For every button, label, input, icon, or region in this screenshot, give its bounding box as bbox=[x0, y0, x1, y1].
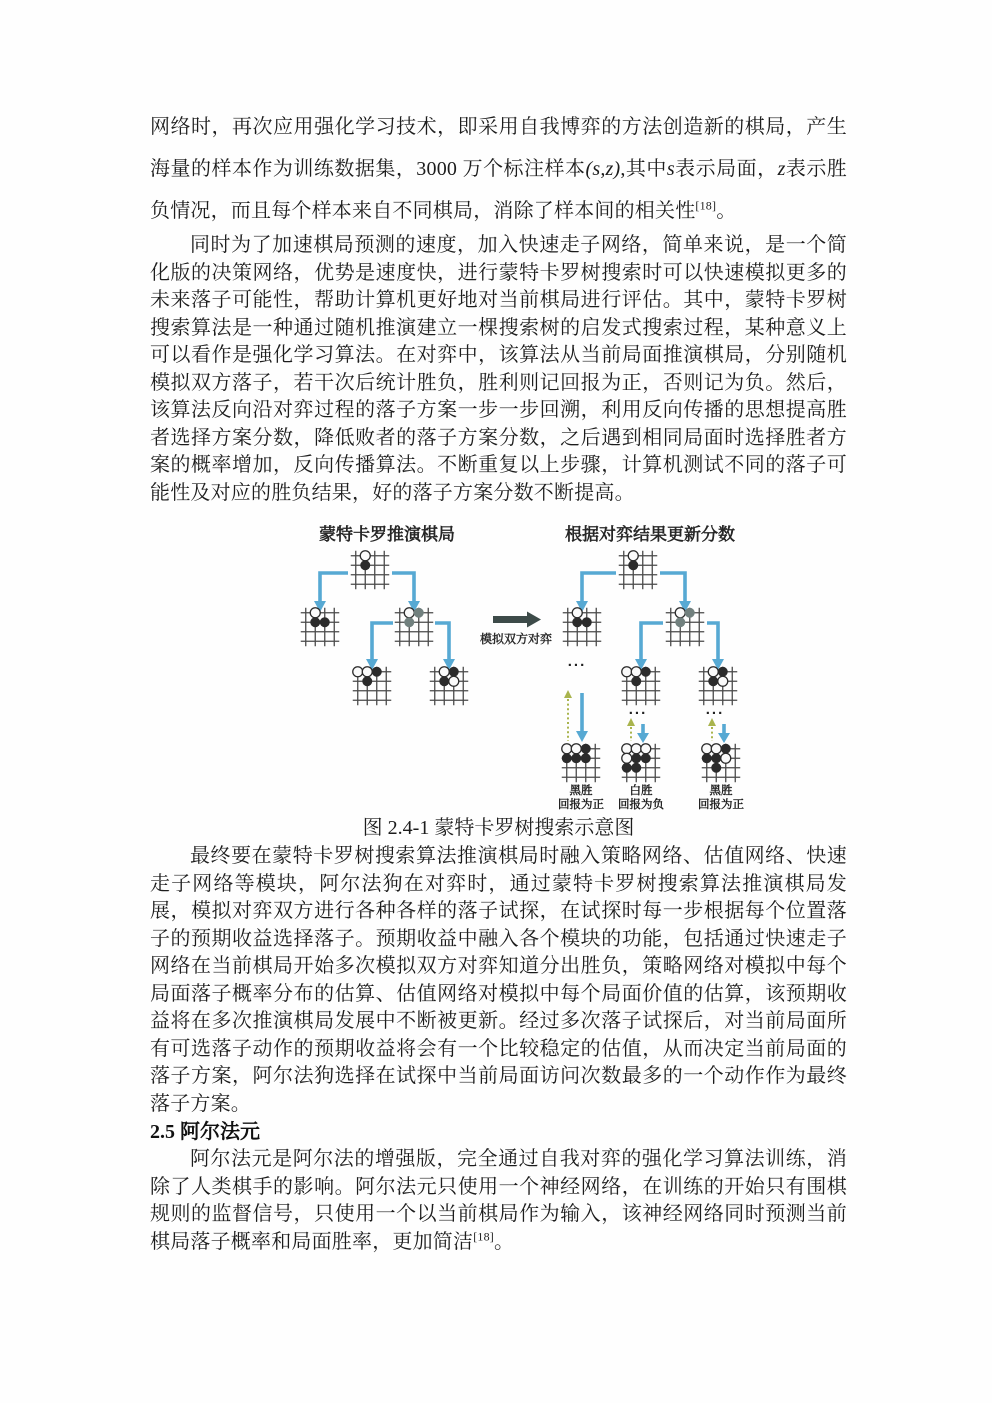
right-tree-arrows bbox=[576, 573, 724, 670]
section-heading-2-5: 2.5 阿尔法元 bbox=[150, 1121, 260, 1143]
text-column bbox=[150, 106, 847, 1256]
p1-math-sz: (s,z) bbox=[585, 158, 621, 180]
white-stone-icon bbox=[702, 744, 712, 754]
go-board-final-1 bbox=[562, 744, 601, 783]
white-stone-icon bbox=[721, 753, 731, 763]
white-stone-icon bbox=[362, 667, 372, 677]
black-stone-icon bbox=[571, 753, 581, 763]
p1-seg4: 表示胜负情况，而且每个样本来自不同棋局，消除了样本间的相关性 bbox=[150, 158, 848, 222]
black-stone-icon bbox=[562, 753, 572, 763]
black-stone-icon bbox=[721, 744, 731, 754]
go-board-left-child-left bbox=[301, 608, 340, 647]
outcome-reward: 回报为正 bbox=[558, 799, 604, 811]
white-stone-icon bbox=[439, 667, 449, 677]
black-stone-icon bbox=[310, 617, 320, 627]
white-stone-icon bbox=[622, 744, 632, 754]
mcts-figure-svg bbox=[260, 513, 760, 811]
tree-arrow bbox=[582, 573, 616, 602]
go-board-right-leaf-2 bbox=[699, 667, 738, 706]
p1-seg3: 表示局面， bbox=[674, 158, 778, 180]
paragraph-1 bbox=[150, 106, 847, 232]
black-stone-icon bbox=[711, 753, 721, 763]
white-stone-icon bbox=[404, 608, 414, 618]
arrowhead-down-icon bbox=[718, 733, 730, 743]
black-stone-icon bbox=[641, 753, 651, 763]
tree-arrow bbox=[707, 623, 718, 660]
go-board-final-2 bbox=[622, 744, 661, 783]
black-stone-icon bbox=[718, 667, 728, 677]
outcome-result: 黑胜 bbox=[569, 785, 593, 797]
white-stone-icon bbox=[562, 744, 572, 754]
black-stone-icon bbox=[581, 744, 591, 754]
arrowhead-down-icon bbox=[576, 731, 588, 742]
black-stone-icon bbox=[631, 753, 641, 763]
white-stone-icon bbox=[353, 667, 363, 677]
white-stone-icon bbox=[622, 753, 632, 763]
go-board-left-root bbox=[351, 551, 390, 590]
paragraph-2: 同时为了加速棋局预测的速度，加入快速走子网络，简单来说，是一个简化版的决策网络，优势是速度快，进行蒙特卡罗树搜索时可以快速模拟更多的未来落子可能性，帮助计算机更好地对当前棋局进行评估。其中，蒙特卡罗树搜索算法是一种通过随机推演建立一棵搜索树的启发式搜索过程，某种意义上可以看作是强化学习算法。在对弈中，该算法从当前局面推演棋局，分别随机模拟双方落子，若干次后统计胜负，胜利则记回报为正，否则记为负。然后，该算法反向沿对弈过程的落子方案一步一步回溯，利用反向传播的思想提高胜者选择方案分数，降低败者的落子方案分数，之后遇到相同局面时选择胜者方案的概率增加，反向传播算法。不断重复以上步骤，计算机测试不同的落子可能性及对应的胜负结果，好的落子方案分数不断提高。 bbox=[150, 234, 847, 504]
figure-right-title: 根据对弈结果更新分数 bbox=[565, 525, 735, 544]
outcome-labels bbox=[558, 783, 744, 811]
black-stone-icon bbox=[711, 763, 721, 773]
tree-arrow bbox=[320, 573, 348, 602]
boards-layer bbox=[301, 551, 741, 783]
black-stone-icon bbox=[631, 763, 641, 773]
arrowhead-down-icon bbox=[637, 733, 649, 743]
white-stone-icon bbox=[310, 608, 320, 618]
tree-arrow bbox=[372, 623, 393, 660]
gray-stone-icon bbox=[404, 617, 414, 627]
right-arrow-icon bbox=[493, 612, 541, 628]
simulate-label: 模拟双方对弈 bbox=[479, 632, 553, 646]
white-stone-icon bbox=[360, 551, 370, 561]
p1-tail: 。 bbox=[716, 200, 737, 222]
arrowhead-up-icon bbox=[564, 690, 572, 698]
go-board-right-child-right bbox=[666, 608, 705, 647]
black-stone-icon bbox=[360, 560, 370, 570]
p1-seg1: 网络时，再次应用强化学习技术，即采用自我博弈的方法创造新的棋局，产生海量的样本作为训练数据集，3000 万个标注样本 bbox=[150, 116, 847, 180]
go-board-left-child-right bbox=[395, 608, 434, 647]
tree-arrow bbox=[392, 573, 414, 602]
black-stone-icon bbox=[362, 676, 372, 686]
outcome-reward: 回报为负 bbox=[618, 799, 664, 811]
black-stone-icon bbox=[628, 560, 638, 570]
tree-arrow bbox=[641, 623, 663, 660]
go-board-right-leaf-1 bbox=[622, 667, 661, 706]
white-stone-icon bbox=[708, 667, 718, 677]
p1-seg2: ,其中 bbox=[620, 158, 667, 180]
black-stone-icon bbox=[581, 753, 591, 763]
p4-text: 阿尔法元是阿尔法的增强版，完全通过自我对弈的强化学习算法训练，消除了人类棋手的影响。阿尔法元只使用一个神经网络，在训练的开始只有围棋规则的监督信号，只使用一个以当前棋局作为输入，该神经网络同时预测当前棋局落子概率和局面胜率，更加简洁 bbox=[150, 1148, 847, 1253]
ellipsis: ... bbox=[567, 653, 587, 670]
tree-arrow bbox=[435, 623, 449, 660]
white-stone-icon bbox=[449, 676, 459, 686]
go-board-right-root bbox=[619, 551, 658, 590]
outcome-result: 白胜 bbox=[629, 785, 653, 797]
black-stone-icon bbox=[631, 676, 641, 686]
white-stone-icon bbox=[631, 667, 641, 677]
p4-tail: 。 bbox=[494, 1230, 515, 1253]
black-stone-icon bbox=[572, 617, 582, 627]
arrowhead-up-icon bbox=[708, 718, 716, 726]
black-stone-icon bbox=[582, 617, 592, 627]
black-stone-icon bbox=[702, 753, 712, 763]
go-board-final-3 bbox=[702, 744, 741, 783]
ellipsis: ... bbox=[628, 701, 648, 718]
go-board-right-child-left bbox=[563, 608, 602, 647]
paragraph-4 bbox=[150, 1146, 847, 1256]
black-stone-icon bbox=[449, 667, 459, 677]
gray-stone-icon bbox=[414, 608, 424, 618]
white-stone-icon bbox=[571, 744, 581, 754]
white-stone-icon bbox=[718, 676, 728, 686]
ellipsis: ... bbox=[705, 701, 725, 718]
citation-ref-18: [18] bbox=[695, 198, 717, 213]
arrowhead-up-icon bbox=[627, 718, 635, 726]
go-board-left-leaf-2 bbox=[430, 667, 469, 706]
white-stone-icon bbox=[622, 667, 632, 677]
go-board-left-leaf-1 bbox=[353, 667, 392, 706]
citation-ref-18: [18] bbox=[473, 1228, 494, 1243]
white-stone-icon bbox=[675, 608, 685, 618]
black-stone-icon bbox=[320, 617, 330, 627]
p1-math-z: z bbox=[777, 158, 786, 180]
white-stone-icon bbox=[711, 744, 721, 754]
gray-stone-icon bbox=[675, 617, 685, 627]
black-stone-icon bbox=[439, 676, 449, 686]
white-stone-icon bbox=[641, 744, 651, 754]
white-stone-icon bbox=[572, 608, 582, 618]
black-stone-icon bbox=[708, 676, 718, 686]
figure-caption: 图 2.4-1 蒙特卡罗树搜索示意图 bbox=[362, 817, 635, 839]
white-stone-icon bbox=[628, 551, 638, 561]
outcome-reward: 回报为正 bbox=[698, 799, 744, 811]
tree-arrow bbox=[660, 573, 685, 602]
outcome-result: 黑胜 bbox=[709, 785, 733, 797]
figure-left-title: 蒙特卡罗推演棋局 bbox=[319, 525, 455, 544]
gray-stone-icon bbox=[685, 608, 695, 618]
simulate-arrow-group bbox=[480, 612, 552, 647]
black-stone-icon bbox=[622, 763, 632, 773]
figure-mcts bbox=[260, 513, 760, 811]
paragraph-3: 最终要在蒙特卡罗树搜索算法推演棋局时融入策略网络、估值网络、快速走子网络等模块，阿尔法狗在对弈时，通过蒙特卡罗树搜索算法推演棋局发展，模拟对弈双方进行各种各样的落子试探，在试探时每一步根据每个位置落子的预期收益选择落子。预期收益中融入各个模块的功能，包括通过快速走子网络在当前棋局开始多次模拟双方对弈知道分出胜负，策略网络对模拟中每个局面落子概率分布的估算、估值网络对模拟中每个局面价值的估算，该预期收益将在多次推演棋局发展中不断被更新。经过多次落子试探后，对当前局面所有可选落子动作的预期收益将会有一个比较稳定的估值，从而决定当前局面的落子方案，阿尔法狗选择在试探中当前局面访问次数最多的一个动作作为最终落子方案。 bbox=[150, 845, 847, 1115]
white-stone-icon bbox=[631, 744, 641, 754]
black-stone-icon bbox=[641, 667, 651, 677]
black-stone-icon bbox=[372, 667, 382, 677]
p1-math-s: s bbox=[666, 158, 675, 180]
